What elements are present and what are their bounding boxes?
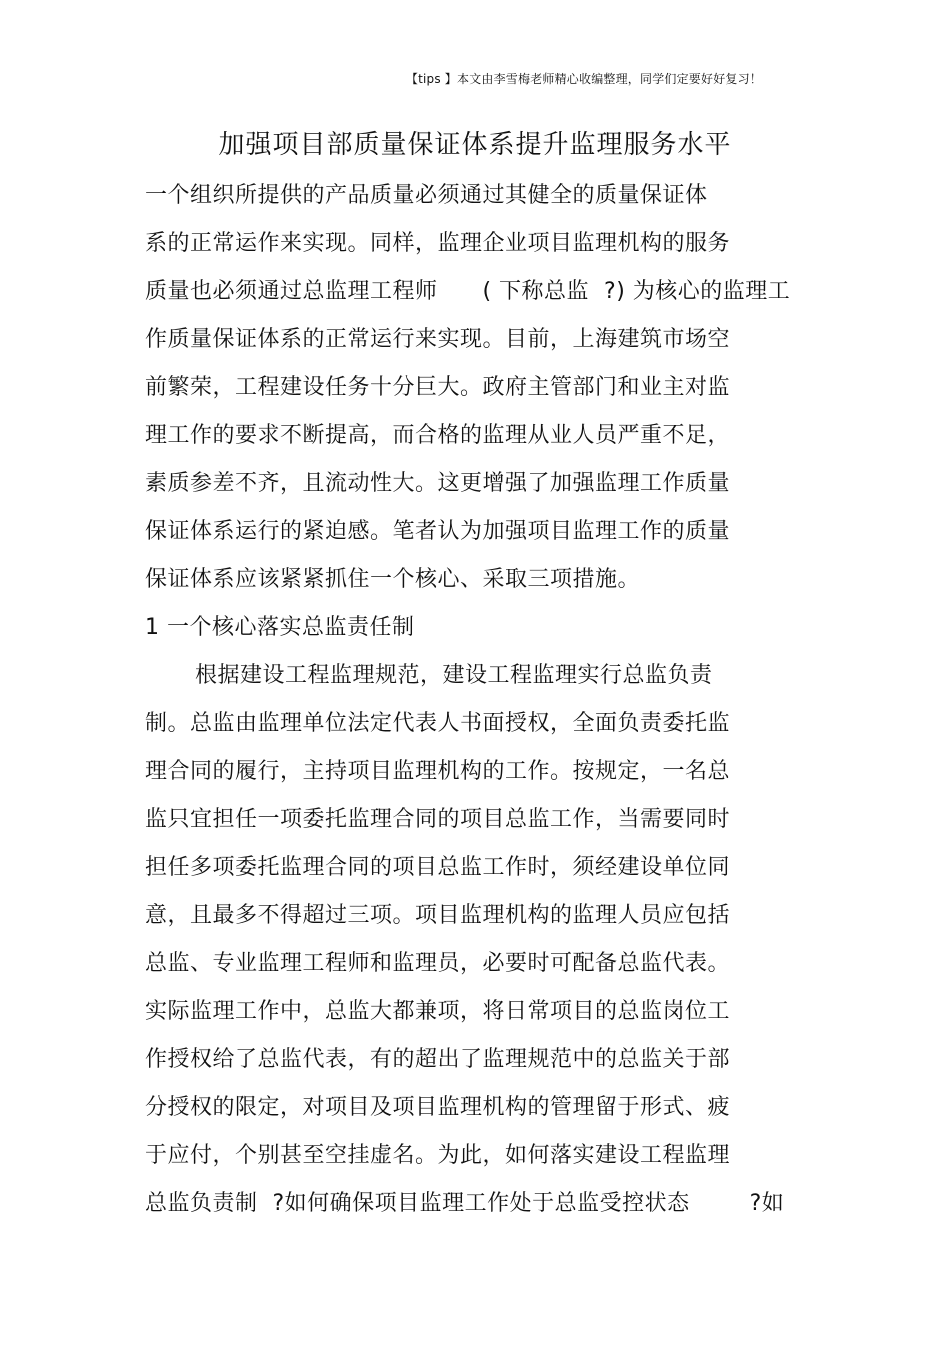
body-line: 素质参差不齐，且流动性大。这更增强了加强监理工作质量 [145, 471, 731, 496]
body-line: 前繁荣，工程建设任务十分巨大。政府主管部门和业主对监 [145, 375, 731, 400]
body-line: 制。总监由监理单位法定代表人书面授权，全面负责委托监 [145, 711, 731, 736]
body-line: 总监负责制 ?如何确保项目监理工作处于总监受控状态 ?如 [145, 1191, 785, 1216]
body-line: 实际监理工作中，总监大都兼项，将日常项目的总监岗位工 [145, 999, 731, 1024]
body-line: 一个组织所提供的产品质量必须通过其健全的质量保证体 [145, 183, 708, 208]
body-line: 于应付，个别甚至空挂虚名。为此，如何落实建设工程监理 [145, 1143, 731, 1168]
document-title: 加强项目部质量保证体系提升监理服务水平 [218, 130, 732, 160]
body-line: 意，且最多不得超过三项。项目监理机构的监理人员应包括 [145, 903, 731, 928]
body-line: 保证体系运行的紧迫感。笔者认为加强项目监理工作的质量 [145, 519, 731, 544]
body-line: 理工作的要求不断提高，而合格的监理从业人员严重不足， [145, 423, 731, 448]
section-heading: 1 一个核心落实总监责任制 [145, 615, 415, 640]
body-line: 根据建设工程监理规范，建设工程监理实行总监负责 [195, 663, 713, 688]
body-line: 分授权的限定，对项目及项目监理机构的管理留于形式、疲 [145, 1095, 731, 1120]
body-line: 系的正常运作来实现。同样，监理企业项目监理机构的服务 [145, 231, 731, 256]
body-line: 理合同的履行，主持项目监理机构的工作。按规定，一名总 [145, 759, 731, 784]
body-line: 监只宜担任一项委托监理合同的项目总监工作，当需要同时 [145, 807, 731, 832]
body-line: 作质量保证体系的正常运行来实现。目前，上海建筑市场空 [145, 327, 731, 352]
body-line: 质量也必须通过总监理工程师 ( 下称总监 ?) 为核心的监理工 [145, 279, 791, 304]
body-line: 作授权给了总监代表，有的超出了监理规范中的总监关于部 [145, 1047, 731, 1072]
header-note: 【tips 】本文由李雪梅老师精心收编整理，同学们定要好好复习！ [405, 72, 762, 86]
body-line: 担任多项委托监理合同的项目总监工作时，须经建设单位同 [145, 855, 731, 880]
body-line: 保证体系应该紧紧抓住一个核心、采取三项措施。 [145, 567, 641, 592]
body-line: 总监、专业监理工程师和监理员，必要时可配备总监代表。 [145, 951, 731, 976]
document-body [145, 172, 805, 1228]
